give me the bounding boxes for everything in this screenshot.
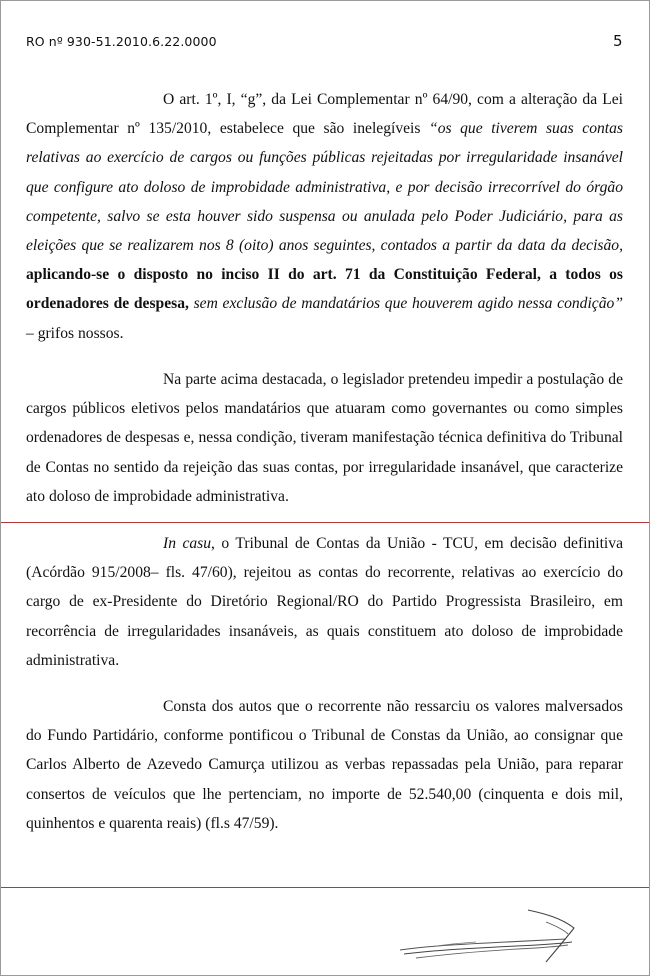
p1-emphasis: aplicando-se o disposto no inciso II do art. 71 da Constituição Federal, a todos os ordenadores de despesa, <box>26 266 623 313</box>
handwritten-signature <box>396 906 596 968</box>
p2-text: Na parte acima destacada, o legislador pretendeu impedir a postulação de cargos públicos eletivos pelos mandatários que atuaram como governantes ou como simples ordenadores de despesas e, nessa condição, tiveram manifestação técnica definitiva do Tribunal de Contas no sentido da rejeição das suas contas, por irregularidade insanável, que caracterize ato doloso de improbidade administrativa. <box>26 371 623 505</box>
divider-line <box>1 522 649 523</box>
paragraph-legal-basis <box>26 85 623 348</box>
p1-note: – grifos nossos. <box>26 324 124 342</box>
case-number: RO nº 930-51.2010.6.22.0000 <box>26 34 217 49</box>
paragraph-reimbursement <box>26 692 623 838</box>
paragraph-tcu-decision <box>26 529 623 675</box>
p1-intro: O art. 1º, I, “g”, da Lei Complementar nº 64/90, com a alteração da Lei Complementar nº 135/2010, estabelece que são inelegíveis <box>26 91 623 138</box>
p1-quote: “os que tiverem suas contas relativas ao exercício de cargos ou funções públicas rejeitadas por irregularidade insanável que configure ato doloso de improbidade administrativa, e por decisão irrecorrível do órgão competente, salvo se esta houver sido suspensa ou anulada pelo Poder Judiciário, para as eleições que se realizarem nos 8 (oito) anos seguintes, contados a partir da data da decisão, <box>26 120 623 255</box>
p1-quote-end: sem exclusão de mandatários que houverem agido nessa condição” <box>188 295 623 313</box>
divider-line <box>1 887 649 888</box>
page-number: 5 <box>613 32 623 50</box>
paragraph-legislator-intent <box>26 365 623 511</box>
p4-text: Consta dos autos que o recorrente não ressarciu os valores malversados do Fundo Partidário, conforme pontificou o Tribunal de Constas da União, ao consignar que Carlos Alberto de Azevedo Camurça utilizou as verbas repassadas pela União, para reparar consertos de veículos que lhe pertenciam, no importe de 52.540,00 (cinquenta e dois mil, quinhentos e quarenta reais) (fl.s 47/59). <box>26 698 623 832</box>
p3-in-casu: In casu <box>163 535 212 552</box>
p3-text: , o Tribunal de Contas da União - TCU, em decisão definitiva (Acórdão 915/2008– fls. 47/60), rejeitou as contas do recorrente, relativas ao exercício do cargo de ex-Presidente do Diretório Regional/RO do Partido Progressista Brasileiro, em recorrência de irregularidades insanáveis, as quais constituem ato doloso de improbidade administrativa. <box>26 535 623 669</box>
